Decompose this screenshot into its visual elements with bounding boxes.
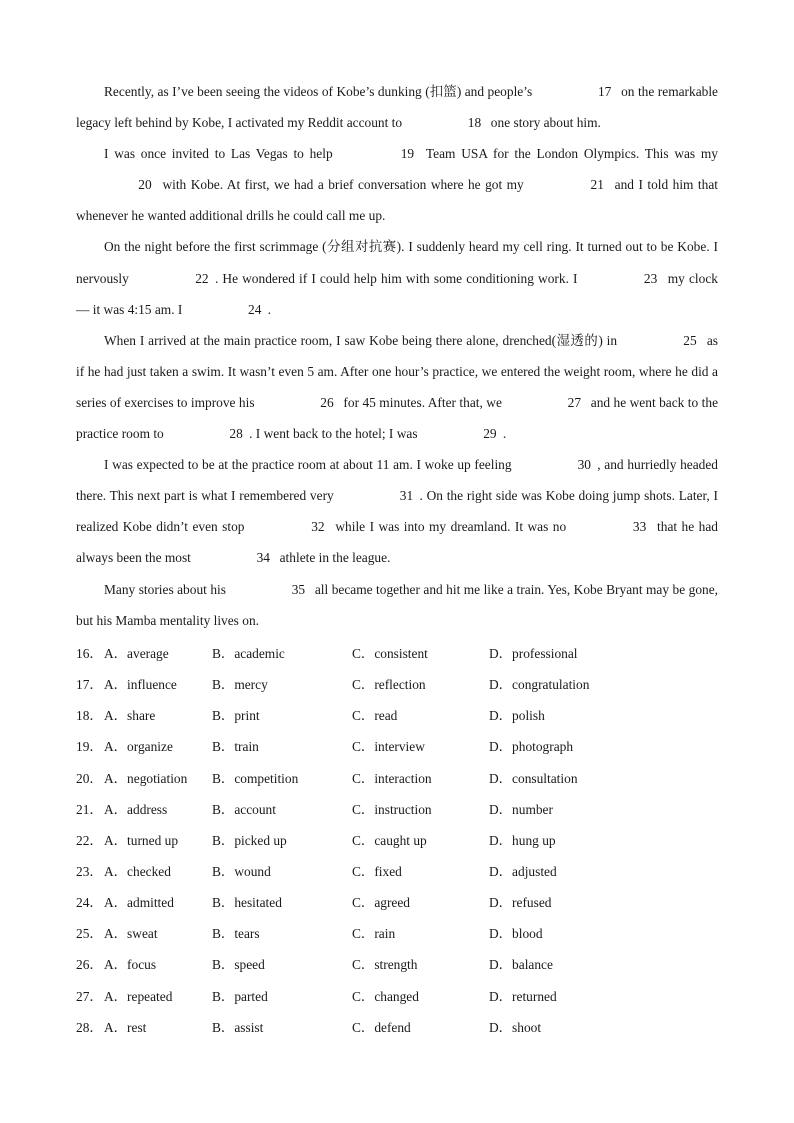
blank-number: 28 (229, 426, 243, 442)
answer-blank (258, 387, 340, 418)
option-a[interactable]: A．rest (104, 1019, 147, 1035)
question-number: 24． (76, 895, 103, 911)
blank-number: 29 (483, 426, 497, 442)
passage-text: , and hurriedly headed there. This next part is what I remembered very (76, 457, 719, 504)
passage-paragraph (76, 138, 718, 231)
answer-blank (421, 418, 503, 449)
passage-text: When I arrived at the main practice room, I saw Kobe being there alone, drenched(湿透的) in (104, 332, 621, 348)
option-a[interactable]: A．admitted (104, 895, 174, 911)
passage-text: Many stories about his (104, 581, 230, 597)
question-number: 22． (76, 832, 103, 848)
question-number: 26． (76, 957, 103, 973)
option-b[interactable]: B．picked up (212, 832, 287, 848)
option-c[interactable]: C．fixed (352, 863, 402, 879)
blank-number: 18 (467, 115, 482, 131)
question-number: 18． (76, 708, 103, 724)
answer-blank (582, 263, 664, 294)
passage-text: on the remarkable legacy left behind by Kobe, I activated my Reddit account to (76, 84, 719, 131)
blank-number: 26 (320, 394, 334, 410)
answer-blank (571, 511, 653, 542)
answer-blank (405, 107, 487, 138)
passage-text: On the night before the first scrimmage (分组对抗赛). I suddenly heard my cell ring. It turned out to be Kobe. I nervously (76, 239, 718, 286)
option-a[interactable]: A．turned up (104, 832, 179, 848)
answer-blank (76, 169, 158, 200)
option-d[interactable]: D．shoot (489, 1019, 542, 1035)
option-b[interactable]: B．train (212, 739, 259, 755)
option-b[interactable]: B．account (212, 801, 276, 817)
answer-blank (515, 449, 597, 480)
answer-blank (194, 542, 276, 573)
option-d[interactable]: D．returned (489, 988, 557, 1004)
question-row (76, 1012, 718, 1043)
option-b[interactable]: B．print (212, 708, 260, 724)
cloze-passage (76, 76, 718, 636)
answer-blank (167, 418, 249, 449)
option-b[interactable]: B．competition (212, 770, 299, 786)
answer-blank (186, 294, 268, 325)
blank-number: 24 (248, 301, 262, 317)
blank-number: 23 (643, 270, 658, 286)
option-b[interactable]: B．tears (212, 926, 260, 942)
blank-number: 19 (400, 146, 415, 162)
option-b[interactable]: B．mercy (212, 677, 268, 693)
blank-number: 31 (399, 488, 414, 504)
blank-number: 30 (577, 457, 591, 473)
question-row (76, 731, 718, 762)
option-d[interactable]: D．professional (489, 646, 578, 661)
question-row (76, 669, 718, 700)
question-number: 17． (76, 677, 103, 693)
passage-paragraph (76, 325, 718, 449)
option-d[interactable]: D．polish (489, 708, 545, 724)
option-a[interactable]: A．influence (104, 677, 177, 693)
option-d[interactable]: D．photograph (489, 739, 574, 755)
passage-text: . (267, 301, 272, 317)
blank-number: 22 (195, 270, 209, 286)
question-row (76, 638, 718, 669)
answer-blank (528, 169, 610, 200)
question-number: 25． (76, 926, 103, 942)
blank-number: 25 (683, 332, 697, 348)
passage-text: . (502, 426, 507, 442)
option-d[interactable]: D．refused (489, 895, 552, 911)
passage-text: as if he had just taken a swim. It wasn’t even 5 am. After one hour’s practice, we entered the weight room, where he did a series of exercises to improve his (76, 332, 718, 410)
option-c[interactable]: C．defend (352, 1019, 411, 1035)
question-number: 20． (76, 770, 103, 786)
option-c[interactable]: C．strength (352, 957, 418, 973)
passage-text: and he went back to the practice room to (76, 394, 719, 442)
question-row (76, 918, 718, 949)
option-a[interactable]: A．focus (104, 957, 157, 973)
option-a[interactable]: A．negotiation (104, 770, 188, 786)
passage-text: . I went back to the hotel; I was (249, 426, 421, 442)
option-d[interactable]: D．congratulation (489, 677, 590, 693)
passage-text: for 45 minutes. After that, we (340, 394, 506, 410)
option-a[interactable]: A．checked (104, 863, 171, 879)
option-a[interactable]: A．repeated (104, 988, 173, 1004)
option-c[interactable]: C．consistent (352, 646, 428, 661)
question-number: 27． (76, 988, 103, 1004)
answer-blank (621, 325, 703, 356)
option-a[interactable]: A．address (104, 801, 168, 817)
question-number: 16． (76, 646, 103, 661)
option-b[interactable]: B．speed (212, 957, 265, 973)
option-b[interactable]: B．wound (212, 863, 271, 879)
blank-number: 17 (597, 84, 612, 99)
option-a[interactable]: A．organize (104, 739, 173, 755)
option-c[interactable]: C．changed (352, 988, 419, 1004)
option-c[interactable]: C．agreed (352, 895, 411, 911)
passage-text: and I told him that whenever he wanted additional drills he could call me up. (76, 177, 718, 224)
answer-blank (229, 574, 311, 605)
passage-text: . He wondered if I could help him with some conditioning work. I (214, 270, 582, 286)
option-d[interactable]: D．hung up (489, 832, 556, 848)
answer-blank (133, 263, 215, 294)
passage-text: athlete in the league. (276, 550, 391, 566)
option-d[interactable]: D．blood (489, 926, 543, 942)
passage-text: that he had always been the most (76, 519, 718, 566)
answer-blank (536, 76, 618, 107)
option-c[interactable]: C．instruction (352, 801, 432, 817)
question-row (76, 825, 718, 856)
passage-text: . On the right side was Kobe doing jump shots. Later, I realized Kobe didn’t even stop (76, 488, 718, 535)
blank-number: 35 (291, 581, 306, 597)
question-row (76, 981, 718, 1012)
passage-text: Recently, as I’ve been seeing the videos of Kobe’s dunking (扣篮) and people’s (104, 84, 536, 99)
answer-blank (338, 138, 420, 169)
passage-text: I was expected to be at the practice room at about 11 am. I woke up feeling (104, 457, 516, 473)
option-d[interactable]: D．consultation (489, 770, 578, 786)
option-a[interactable]: A．share (104, 708, 156, 724)
passage-text: all became together and hit me like a train. Yes, Kobe Bryant may be gone, but his Mamba mentality lives on. (76, 581, 718, 628)
blank-number: 32 (311, 519, 325, 535)
question-number: 23． (76, 863, 103, 879)
question-number: 28． (76, 1019, 103, 1035)
question-row (76, 763, 718, 794)
question-row (76, 887, 718, 918)
passage-text: Team USA for the London Olympics. This was my (420, 146, 718, 162)
option-c[interactable]: C．interaction (352, 770, 432, 786)
passage-paragraph (76, 574, 718, 636)
option-c[interactable]: C．interview (352, 739, 425, 755)
blank-number: 21 (590, 177, 604, 193)
option-b[interactable]: B．academic (212, 646, 285, 661)
blank-number: 34 (256, 550, 270, 566)
option-b[interactable]: B．assist (212, 1019, 264, 1035)
question-row (76, 856, 718, 887)
option-d[interactable]: D．balance (489, 957, 553, 973)
question-row (76, 794, 718, 825)
passage-paragraph (76, 231, 718, 324)
option-c[interactable]: C．caught up (352, 832, 427, 848)
option-a[interactable]: A．average (104, 646, 169, 661)
passage-text: while I was into my dreamland. It was no (330, 519, 571, 535)
answer-options (76, 638, 718, 1043)
answer-blank (505, 387, 587, 418)
option-c[interactable]: C．reflection (352, 677, 426, 693)
question-number: 21． (76, 801, 103, 817)
passage-text: my clock — it was 4:15 am. I (76, 270, 718, 317)
blank-number: 20 (138, 177, 152, 193)
question-row (76, 949, 718, 980)
answer-blank (337, 480, 419, 511)
passage-text: I was once invited to Las Vegas to help (104, 146, 339, 162)
passage-text: one story about him. (487, 115, 601, 131)
option-b[interactable]: B．hesitated (212, 895, 282, 911)
blank-number: 27 (567, 394, 582, 410)
question-number: 19． (76, 739, 103, 755)
blank-number: 33 (632, 519, 647, 535)
passage-text: with Kobe. At first, we had a brief conversation where he got my (158, 177, 529, 193)
option-d[interactable]: D．adjusted (489, 863, 557, 879)
question-row (76, 700, 718, 731)
passage-paragraph (76, 76, 718, 138)
option-c[interactable]: C．rain (352, 926, 396, 942)
option-b[interactable]: B．parted (212, 988, 268, 1004)
option-a[interactable]: A．sweat (104, 926, 158, 942)
option-c[interactable]: C．read (352, 708, 398, 724)
answer-blank (249, 511, 331, 542)
option-d[interactable]: D．number (489, 801, 553, 817)
passage-paragraph (76, 449, 718, 573)
